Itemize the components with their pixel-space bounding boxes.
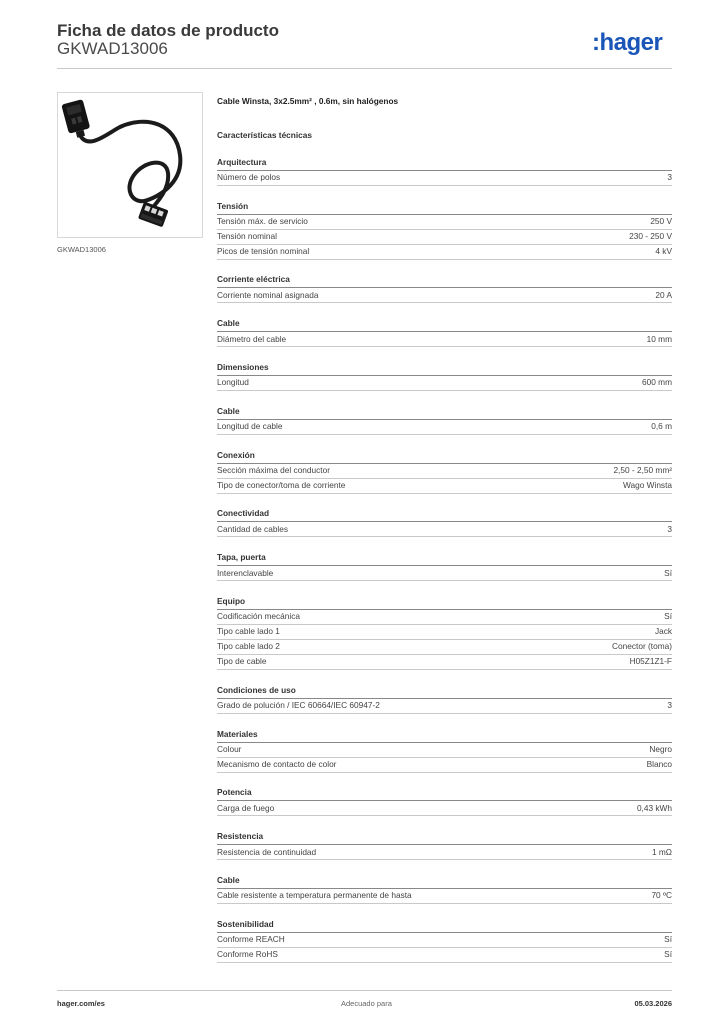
spec-row: [217, 699, 672, 714]
spec-row: [217, 522, 672, 537]
spec-row: [217, 215, 672, 230]
spec-group-title: Condiciones de uso: [217, 685, 672, 699]
spec-groups: [217, 157, 672, 963]
logo-text: :hager: [592, 29, 663, 56]
spec-value: Sí: [664, 949, 672, 960]
spec-value: 20 A: [655, 289, 672, 300]
header-divider: [57, 68, 672, 69]
spec-label: Conforme REACH: [217, 934, 285, 945]
spec-value: Wago Winsta: [622, 480, 672, 491]
spec-label: Picos de tensión nominal: [217, 246, 310, 257]
spec-label: Tipo cable lado 1: [217, 626, 280, 637]
spec-row: [217, 332, 672, 347]
spec-row: [217, 743, 672, 758]
footer-date: 05.03.2026: [634, 999, 672, 1008]
spec-value: 0,43 kWh: [636, 802, 672, 813]
spec-label: Longitud de cable: [217, 421, 283, 432]
spec-group: [217, 552, 672, 581]
spec-label: Resistencia de continuidad: [217, 846, 317, 857]
spec-group: [217, 274, 672, 303]
spec-group-title: Sostenibilidad: [217, 919, 672, 933]
spec-row: [217, 171, 672, 186]
spec-value: Conector (toma): [612, 641, 672, 652]
spec-row: [217, 230, 672, 245]
spec-label: Longitud: [217, 377, 249, 388]
spec-label: Sección máxima del conductor: [217, 465, 330, 476]
spec-group: [217, 201, 672, 260]
spec-content: [217, 96, 672, 963]
spec-value: Sí: [664, 611, 672, 622]
spec-row: [217, 288, 672, 303]
spec-row: [217, 566, 672, 581]
spec-row: [217, 376, 672, 391]
spec-group-title: Materiales: [217, 729, 672, 743]
footer-divider: [57, 990, 672, 991]
spec-group-title: Equipo: [217, 596, 672, 610]
spec-row: [217, 420, 672, 435]
spec-label: Diámetro del cable: [217, 333, 287, 344]
spec-group: [217, 729, 672, 773]
spec-group: [217, 831, 672, 860]
spec-value: 3: [667, 523, 672, 534]
spec-value: Sí: [664, 567, 672, 578]
spec-value: H05Z1Z1-F: [629, 656, 672, 667]
spec-value: Jack: [654, 626, 672, 637]
spec-label: Colour: [217, 744, 242, 755]
spec-label: Grado de polución / IEC 60664/IEC 60947-2: [217, 700, 380, 711]
spec-value: Sí: [664, 934, 672, 945]
spec-group: [217, 596, 672, 670]
spec-row: [217, 640, 672, 655]
spec-row: [217, 610, 672, 625]
product-image: [57, 92, 203, 238]
image-caption: GKWAD13006: [57, 245, 106, 254]
spec-group-title: Conectividad: [217, 508, 672, 522]
product-code: GKWAD13006: [57, 39, 168, 58]
spec-row: [217, 625, 672, 640]
spec-group: [217, 787, 672, 816]
spec-group-title: Cable: [217, 875, 672, 889]
spec-row: [217, 245, 672, 260]
spec-group-title: Arquitectura: [217, 157, 672, 171]
spec-group: [217, 318, 672, 347]
spec-group: [217, 685, 672, 714]
spec-label: Cantidad de cables: [217, 523, 289, 534]
spec-group: [217, 919, 672, 963]
spec-value: 1 mΩ: [651, 846, 672, 857]
page-title: Ficha de datos de producto: [57, 21, 279, 40]
spec-row: [217, 889, 672, 904]
spec-value: 250 V: [650, 216, 672, 227]
spec-value: 0,6 m: [651, 421, 672, 432]
spec-label: Tipo cable lado 2: [217, 641, 280, 652]
spec-value: 3: [667, 172, 672, 183]
spec-label: Corriente nominal asignada: [217, 289, 319, 300]
footer-website: hager.com/es: [57, 999, 105, 1008]
spec-group: [217, 157, 672, 186]
spec-group: [217, 362, 672, 391]
spec-value: 600 mm: [642, 377, 672, 388]
spec-row: [217, 933, 672, 948]
spec-label: Carga de fuego: [217, 802, 275, 813]
spec-label: Tensión nominal: [217, 231, 277, 242]
spec-group-title: Potencia: [217, 787, 672, 801]
spec-value: 70 ºC: [651, 890, 672, 901]
spec-label: Cable resistente a temperatura permanente de hasta: [217, 890, 412, 901]
specs-heading: Características técnicas: [217, 130, 313, 140]
spec-value: 10 mm: [646, 333, 672, 344]
spec-row: [217, 479, 672, 494]
spec-value: 2,50 - 2,50 mm²: [613, 465, 672, 476]
spec-row: [217, 758, 672, 773]
spec-label: Tipo de cable: [217, 656, 267, 667]
spec-group: [217, 508, 672, 537]
spec-label: Tensión máx. de servicio: [217, 216, 308, 227]
spec-group-title: Cable: [217, 406, 672, 420]
spec-value: Blanco: [646, 759, 672, 770]
spec-row: [217, 948, 672, 963]
spec-label: Número de polos: [217, 172, 281, 183]
footer-note: Adecuado para: [341, 999, 392, 1008]
hager-logo: [592, 28, 672, 56]
product-description: Cable Winsta, 3x2.5mm² , 0.6m, sin halógenos: [217, 96, 399, 106]
spec-group-title: Conexión: [217, 450, 672, 464]
spec-group: [217, 450, 672, 494]
spec-group: [217, 406, 672, 435]
spec-group-title: Cable: [217, 318, 672, 332]
spec-row: [217, 655, 672, 670]
spec-group-title: Dimensiones: [217, 362, 672, 376]
spec-value: 230 - 250 V: [629, 231, 672, 242]
spec-group-title: Resistencia: [217, 831, 672, 845]
cable-illustration: [58, 93, 202, 237]
spec-value: 4 kV: [655, 246, 672, 257]
spec-label: Mecanismo de contacto de color: [217, 759, 337, 770]
spec-group: [217, 875, 672, 904]
spec-label: Codificación mecánica: [217, 611, 301, 622]
spec-label: Conforme RoHS: [217, 949, 278, 960]
spec-row: [217, 845, 672, 860]
spec-group-title: Tensión: [217, 201, 672, 215]
spec-group-title: Corriente eléctrica: [217, 274, 672, 288]
spec-row: [217, 464, 672, 479]
spec-value: Negro: [649, 744, 672, 755]
spec-value: 3: [667, 700, 672, 711]
spec-label: Interenclavable: [217, 567, 274, 578]
spec-group-title: Tapa, puerta: [217, 552, 672, 566]
spec-label: Tipo de conector/toma de corriente: [217, 480, 346, 491]
spec-row: [217, 801, 672, 816]
